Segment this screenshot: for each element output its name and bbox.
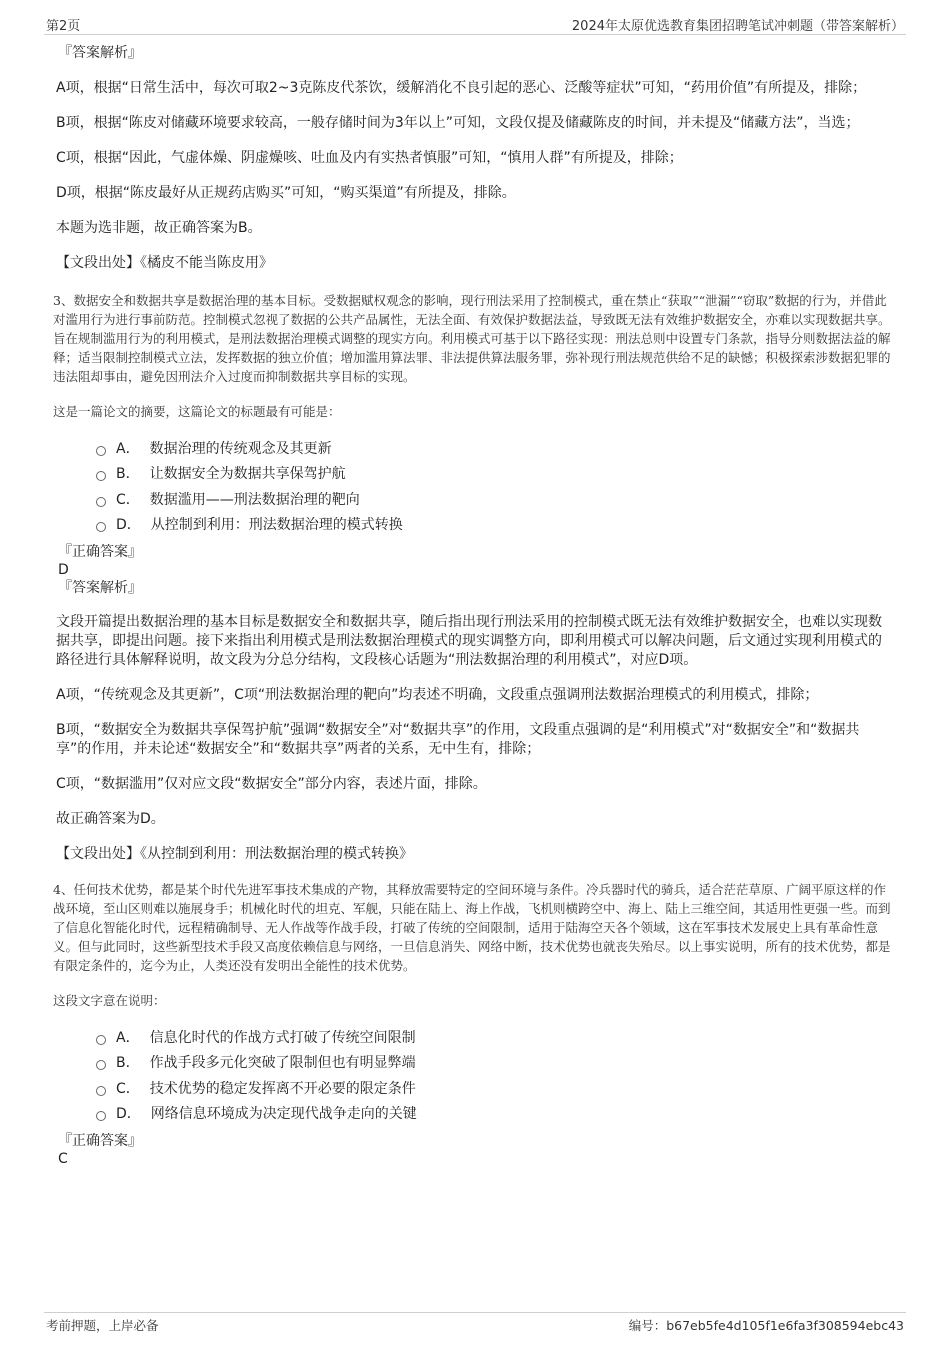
option-d[interactable] <box>96 1101 894 1127</box>
option-a[interactable] <box>96 435 894 461</box>
option-key: A． <box>116 1029 140 1046</box>
option-b[interactable] <box>96 1050 894 1076</box>
correct-answer-value: D <box>58 562 69 578</box>
option-text: 网络信息环境成为决定现代战争走向的关键 <box>150 1106 417 1123</box>
analysis-paragraph: A项，“传统观念及其更新”，C项“刑法数据治理的靶向”均表述不明确，文段重点强调刑法数据治理模式的利用模式，排除； <box>56 687 819 703</box>
document-title: 2024年太原优选教育集团招聘笔试冲刺题（带答案解析） <box>571 19 904 34</box>
footer-slogan: 考前押题，上岸必备 <box>46 1318 159 1333</box>
options-list-4 <box>96 1024 894 1126</box>
analysis-paragraph: 文段开篇提出数据治理的基本目标是数据安全和数据共享，随后指出现行刑法采用的控制模式既无法有效维护数据安全，也难以实现数据共享，即提出问题。接下来指出利用模式是刑法数据治理模式的现实调整方向，即利用模式可以解决问题，后文通过实现利用模式的路径进行具体解释说明，故文段为分总分结构，文段核心话题为“刑法数据治理的利用模式”，对应D项。 <box>56 614 882 668</box>
option-text: 信息化时代的作战方式打破了传统空间限制 <box>149 1029 416 1046</box>
option-text: 数据滥用——刑法数据治理的靶向 <box>149 491 360 508</box>
options-list-3 <box>96 435 894 537</box>
analysis-conclusion: 故正确答案为D。 <box>56 811 165 827</box>
analysis-paragraph: B项，“数据安全为数据共享保驾护航”强调“数据安全”对“数据共享”的作用，文段重点强调的是“利用模式”对“数据安全”和“数据共享”的作用，并未论述“数据安全”和“数据共享”两者的关系，无中生有，排除； <box>56 722 860 757</box>
option-key: B． <box>116 1055 140 1072</box>
option-d[interactable] <box>96 512 894 538</box>
analysis-label: 『答案解析』 <box>58 580 142 596</box>
radio-icon[interactable] <box>96 522 106 532</box>
radio-icon[interactable] <box>96 471 106 481</box>
option-text: 让数据安全为数据共享保驾护航 <box>149 466 346 483</box>
option-key: B． <box>116 466 140 483</box>
option-key: D． <box>116 517 141 534</box>
option-c[interactable] <box>96 486 894 512</box>
option-key: C． <box>116 1080 140 1097</box>
correct-answer-label: 『正确答案』 <box>58 544 142 560</box>
option-text: 作战手段多元化突破了限制但也有明显弊端 <box>149 1055 416 1072</box>
radio-icon[interactable] <box>96 497 106 507</box>
radio-icon[interactable] <box>96 1111 106 1121</box>
radio-icon[interactable] <box>96 1035 106 1045</box>
source-citation: 【文段出处】《从控制到利用：刑法数据治理的模式转换》 <box>56 846 413 862</box>
correct-answer-value: C <box>58 1151 68 1167</box>
analysis-paragraph: B项，根据“陈皮对储藏环境要求较高，一般存储时间为3年以上”可知，文段仅提及储藏陈皮的时间，并未提及“储藏方法”，当选； <box>56 115 860 131</box>
analysis-paragraph: C项，“数据滥用”仅对应文段“数据安全”部分内容，表述片面，排除。 <box>56 776 487 792</box>
radio-icon[interactable] <box>96 1086 106 1096</box>
analysis-paragraph: A项，根据“日常生活中，每次可取2~3克陈皮代茶饮，缓解消化不良引起的恶心、泛酸等症状”可知，“药用价值”有所提及，排除； <box>56 80 867 96</box>
option-key: A． <box>116 440 140 457</box>
analysis-paragraph: D项，根据“陈皮最好从正规药店购买”可知，“购买渠道”有所提及，排除。 <box>56 185 516 201</box>
question-stem-4: 4、任何技术优势，都是某个时代先进军事技术集成的产物，其释放需要特定的空间环境与条件。冷兵器时代的骑兵，适合茫茫草原、广阔平原这样的作战环境，至山区则难以施展身手；机械化时代的坦克、军舰，只能在陆上、海上作战，飞机则横跨空中、海上、陆上三维空间，其适用性更强一些。而到了信息化智能化时代，远程精确制导、无人作战等作战手段，打破了传统的空间限制，适用于陆海空天各个领域，这在军事技术发展史上具有革命性意义。但与此同时，这些新型技术手段又高度依赖信息与网络，一旦信息消失、网络中断，技术优势也就丧失殆尽。以上事实说明，所有的技术优势，都是有限定条件的，迄今为止，人类还没有发明出全能性的技术优势。 <box>53 882 891 973</box>
option-key: D． <box>116 1106 141 1123</box>
option-text: 从控制到利用：刑法数据治理的模式转换 <box>150 517 403 534</box>
question-prompt-3: 这是一篇论文的摘要，这篇论文的标题最有可能是： <box>53 404 341 419</box>
page-footer <box>44 1312 906 1335</box>
option-c[interactable] <box>96 1075 894 1101</box>
radio-icon[interactable] <box>96 446 106 456</box>
option-text: 技术优势的稳定发挥离不开必要的限定条件 <box>149 1080 416 1097</box>
question-stem-3: 3、数据安全和数据共享是数据治理的基本目标。受数据赋权观念的影响，现行刑法采用了控制模式，重在禁止“获取”“泄漏”“窃取”数据的行为，并借此对滥用行为进行事前防范。控制模式忽视了数据的公共产品属性，无法全面、有效保护数据法益，导致既无法有效维护数据安全，亦难以实现数据共享。旨在规制滥用行为的利用模式，是刑法数据治理模式调整的现实方向。利用模式可基于以下路径实现：刑法总则中设置专门条款，指导分则数据法益的解释；适当限制控制模式立法，发挥数据的独立价值；增加滥用算法罪、非法提供算法服务罪，弥补现行刑法规范供给不足的缺憾；积极探索涉数据犯罪的违法阻却事由，避免因刑法介入过度而抑制数据共享目标的实现。 <box>53 293 891 384</box>
page-number: 第2页 <box>46 19 81 34</box>
analysis-conclusion: 本题为选非题，故正确答案为B。 <box>56 220 262 236</box>
option-a[interactable] <box>96 1024 894 1050</box>
option-text: 数据治理的传统观念及其更新 <box>149 440 332 457</box>
page-header <box>44 14 906 35</box>
radio-icon[interactable] <box>96 1060 106 1070</box>
page-content <box>53 44 894 1168</box>
analysis-label: 『答案解析』 <box>58 45 142 61</box>
question-prompt-4: 这段文字意在说明： <box>53 993 166 1008</box>
option-key: C． <box>116 491 140 508</box>
document-id: 编号：b67eb5fe4d105f1e6fa3f308594ebc43 <box>628 1318 904 1333</box>
source-citation: 【文段出处】《橘皮不能当陈皮用》 <box>56 255 273 271</box>
analysis-paragraph: C项，根据“因此，气虚体燥、阴虚燥咳、吐血及内有实热者慎服”可知，“慎用人群”有所提及，排除； <box>56 150 683 166</box>
correct-answer-label: 『正确答案』 <box>58 1133 142 1149</box>
option-b[interactable] <box>96 461 894 487</box>
